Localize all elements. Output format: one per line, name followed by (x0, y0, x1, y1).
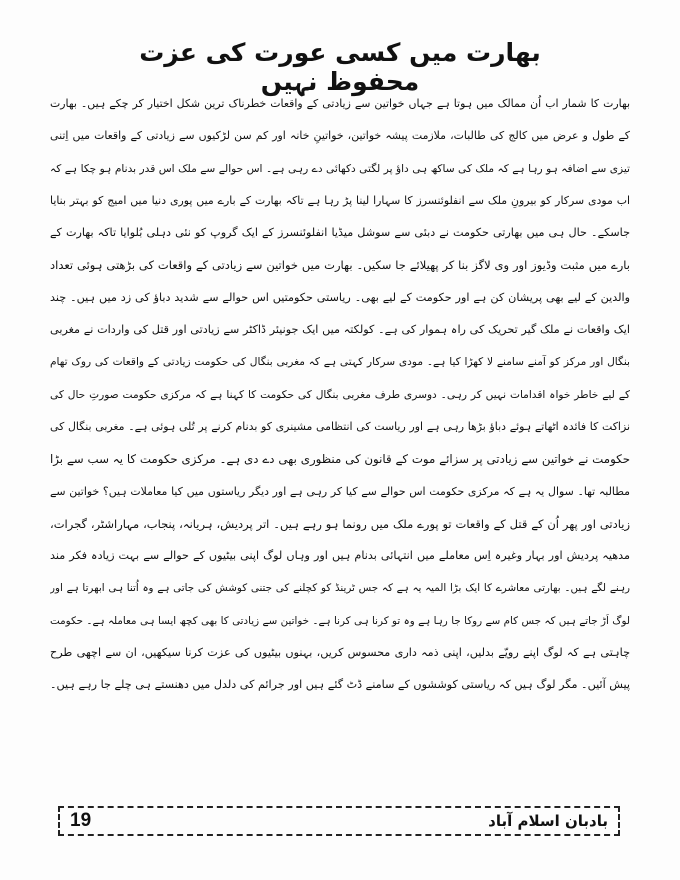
magazine-name: بادبان اسلام آباد (488, 812, 608, 830)
body-line: چاہتی ہے کہ لوگ اپنے رویّے بدلیں، اپنی ذمہ داری محسوس کریں، بہنوں بیٹیوں کی عزت کرنا سیکھیں، ان سے اچھی طرح (50, 646, 630, 660)
body-line: مطالبہ تھا۔ سوال یہ ہے کہ مرکزی حکومت اس حوالے سے کیا کر رہی ہے اور دیگر ریاستوں میں کیا معاملات ہیں؟ خواتین سے (50, 484, 630, 498)
body-line: بھارت کا شمار اب اُن ممالک میں ہوتا ہے جہاں خواتین سے زیادتی کے واقعات خطرناک ترین شکل اختیار کر چکے ہیں۔ بھارت (50, 97, 630, 110)
body-line: تیزی سے اضافہ ہو رہا ہے کہ ملک کی ساکھ ہی داؤ پر لگتی دکھائی دے رہی ہے۔ اس حوالے سے ملک اس قدر بدنام ہو چکا ہے کہ (50, 162, 630, 175)
body-line: رہنے لگے ہیں۔ بھارتی معاشرے کا ایک بڑا المیہ یہ ہے کہ جس ٹرینڈ کو کچلنے کی جتنی کوشش کی جاتی ہے وہ اُتنا ہی ابھرتا ہے اور (50, 582, 630, 595)
body-line: کے طول و عرض میں کالج کی طالبات، ملازمت پیشہ خواتین، خواتینِ خانہ اور کم سن لڑکیوں سے زیادتی کے واقعات میں اِتنی (50, 129, 630, 143)
body-line: اب مودی سرکار کو بیرونِ ملک سے انفلوئنسرز کا سہارا لینا پڑ رہا ہے تاکہ بھارت کے بارے میں پوری دنیا میں امیج کو بہتر بنایا (50, 193, 630, 207)
page-footer (58, 806, 620, 836)
body-line: حکومت نے خواتین سے زیادتی پر سزائے موت کے قانون کی منظوری بھی دے دی ہے۔ مرکزی حکومت کا یہ سب سے بڑا (50, 452, 630, 467)
article-body (50, 88, 630, 702)
body-line: بارے میں مثبت وڈیوز اور وی لاگز بنا کر پھیلائے جا سکیں۔ بھارت میں خواتین سے زیادتی کے واقعات کی بڑھتی ہوئی تعداد (50, 258, 630, 273)
body-line: پیش آئیں۔ مگر لوگ ہیں کہ ریاستی کوششوں کے سامنے ڈٹ گئے ہیں اور جرائم کی دلدل میں دھنستے ہی چلے جا رہے ہیں۔ (50, 678, 630, 692)
body-line: نزاکت کا فائدہ اٹھاتے ہوئے دباؤ بڑھا رہی ہے اور ریاست کی انتظامی مشینری کو بدنام کرنے پر تُلی ہوئی ہے۔ مغربی بنگال کی (50, 419, 630, 433)
body-line: مدھیہ پردیش اور بہار وغیرہ اِس معاملے میں انتہائی بدنام ہیں اور وہاں لوگ اپنی بیٹیوں کے حوالے سے بہت زیادہ فکر مند (50, 549, 630, 563)
body-line: والدین کے لیے بھی پریشان کن ہے اور حکومت کے لیے بھی۔ ریاستی حکومتیں اس حوالے سے شدید دباؤ کی زد میں ہیں۔ چند (50, 290, 630, 304)
body-line: کے لیے خاطر خواہ اقدامات نہیں کر رہی۔ دوسری طرف مغربی بنگال کی حکومت کا کہنا ہے کہ مرکزی حکومت صورتِ حال کی (50, 388, 630, 401)
body-line: جاسکے۔ حال ہی میں بھارتی حکومت نے دبئی سے سوشل میڈیا انفلوئنسرز کے ایک گروپ کو نئی دہلی بُلوایا تاکہ بھارت کے (50, 226, 630, 240)
body-line: لوگ اَڑ جاتے ہیں کہ جس کام سے روکا جا رہا ہے وہ تو کرنا ہی کرنا ہے۔ خواتین سے زیادتی کا بھی کچھ ایسا ہی معاملہ ہے۔ حکومت (50, 614, 630, 627)
body-line: زیادتی اور پھر اُن کے قتل کے واقعات تو پورے ملک میں رونما ہو رہے ہیں۔ اتر پردیش، ہریانہ، پنجاب، مہاراشٹر، گجرات، (50, 516, 630, 531)
body-line: ایک واقعات نے ملک گیر تحریک کی راہ ہموار کی ہے۔ کولکتہ میں ایک جونیئر ڈاکٹر سے زیادتی اور قتل کی واردات نے مغربی (50, 323, 630, 337)
page-number: 19 (70, 810, 92, 831)
article-title: بھارت میں کسی عورت کی عزت محفوظ نہیں (139, 38, 541, 96)
body-line: بنگال اور مرکز کو آمنے سامنے لا کھڑا کیا ہے۔ مودی سرکار کہتی ہے کہ مغربی بنگال کی حکومت زیادتی کے واقعات کی روک تھام (50, 356, 630, 369)
